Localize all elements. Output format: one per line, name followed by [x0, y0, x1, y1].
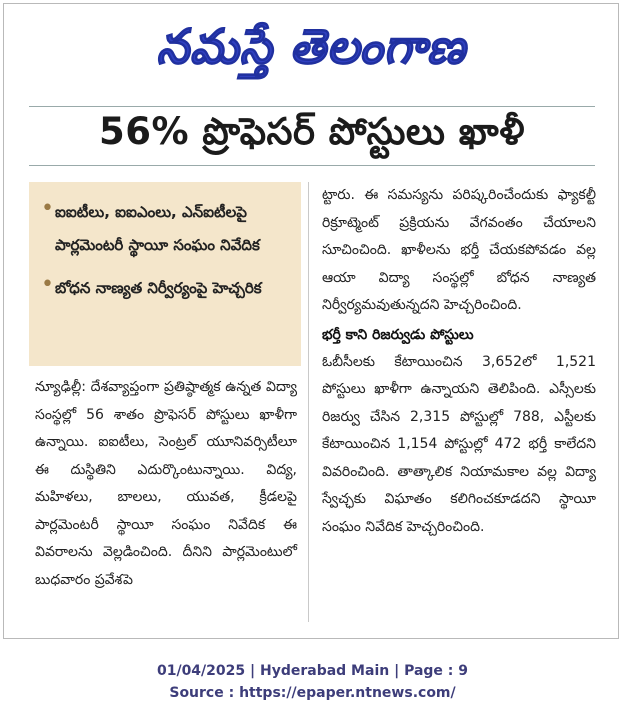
masthead-title: నమస్తే తెలంగాణ [156, 19, 466, 75]
lead-paragraph: న్యూఢిల్లీ: దేశవ్యాప్తంగా ప్రతిష్ఠాత్మక ఉన్నత విద్యా సంస్థల్లో 56 శాతం ప్రొఫెసర్ పోస్టులు ఖాళీగా ఉన్నాయి. ఐఐటీలు, సెంట్రల్ యూనివర్సిటీలూ ఈ దుస్థితిని ఎదుర్కొంటున్నాయి. విద్య, మహిళలు, బాలలు, యువత, క్రీడలపై పార్లమెంటరీ స్థాయీ సంఘం నివేదిక ఈ వివరాలను వెల్లడించింది. దీనిని పార్లమెంటులో బుధవారం ప్రవేశపె [35, 379, 297, 588]
highlight-text-2: బోధన నాణ్యత నిర్వీర్యంపై హెచ్చరిక [55, 279, 262, 297]
headline-row [29, 106, 595, 166]
highlight-bullet-1 [41, 196, 291, 262]
highlight-bullet-2 [41, 272, 291, 305]
source-link[interactable]: Source : https://epaper.ntnews.com/ [169, 685, 456, 701]
bullet-icon: • [41, 196, 54, 221]
headline: 56% ప్రొఫెసర్ పోస్టులు ఖాళీ [98, 110, 526, 153]
left-column [29, 182, 301, 622]
footer [0, 660, 625, 704]
column-divider [308, 182, 309, 622]
edition-info: 01/04/2025 | Hyderabad Main | Page : 9 [156, 663, 469, 679]
highlight-text-1: ఐఐటీలు, ఐఐఎంలు, ఎన్ఐటీలపై పార్లమెంటరీ స్థాయీ సంఘం నివేదిక [55, 203, 260, 254]
right-column [316, 182, 598, 622]
highlight-box [29, 182, 301, 366]
continued-paragraph: ట్టారు. ఈ సమస్యను పరిష్కరించేందుకు ఫ్యాకల్టీ రిక్రూట్మెంట్ ప్రక్రియను వేగవంతం చేయాలని సూచించింది. ఖాళీలను భర్తీ చేయకపోవడం వల్ల ఆయా విద్యా సంస్థల్లో బోధన నాణ్యత నిర్వీర్యమవుతున్నదని హెచ్చరించింది. [322, 187, 596, 313]
bullet-icon: • [41, 272, 54, 297]
masthead [4, 4, 618, 90]
final-paragraph: ఓబీసీలకు కేటాయించిన 3,652లో 1,521 పోస్టులు ఖాళీగా ఉన్నాయని తెలిపింది. ఎస్సీలకు రిజర్వు చేసిన 2,315 పోస్టుల్లో 788, ఎస్టీలకు కేటాయించిన 1,154 పోస్టుల్లో 472 భర్తీ కాలేదని వివరించింది. తాత్కాలిక నియామకాల వల్ల విద్యా స్వేచ్ఛకు విఘాతం కలిగించకూడదని స్థాయీ సంఘం నివేదిక హెచ్చరించింది. [322, 353, 596, 535]
newspaper-clipping [3, 3, 619, 639]
subheading: భర్తీ కాని రిజర్వుడు పోస్టులు [322, 326, 474, 343]
